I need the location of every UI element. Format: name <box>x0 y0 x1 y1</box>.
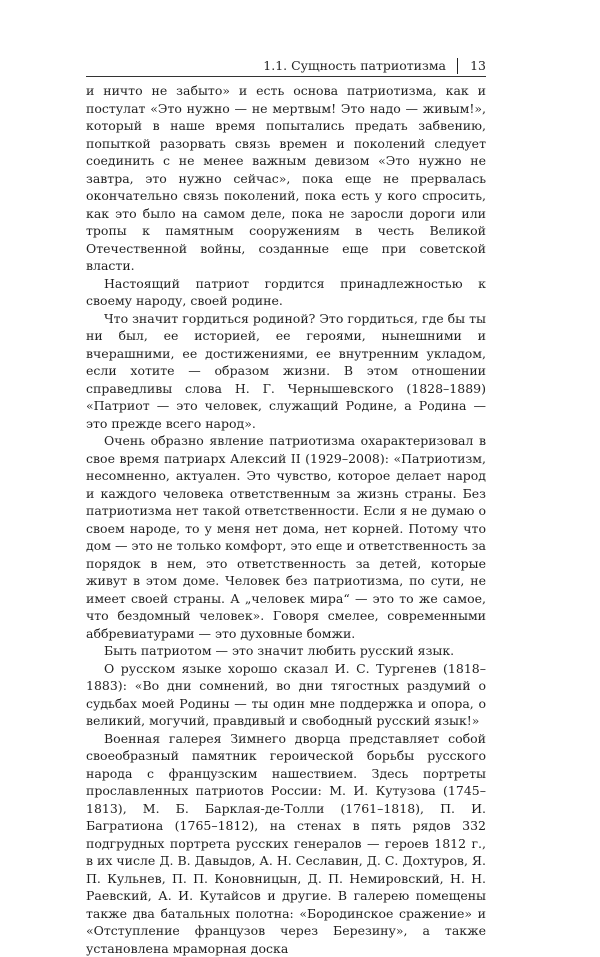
paragraph: О русском языке хорошо сказал И. С. Тургенев (1818–1883): «Во дни сомнений, во дни тягостных раздумий о судьбах моей Родины — ты один мне поддержка и опора, о великий, могучий, правдивый и свободный русский язык!» <box>86 660 486 730</box>
running-header <box>86 57 486 75</box>
paragraph: Что значит гордиться родиной? Это гордиться, где бы ты ни был, ее историей, ее героями, нынешними и вчерашними, ее достижениями, ее внутренним укладом, если хотите — образом жизни. В этом отношении справедливы слова Н. Г. Чернышевского (1828–1889) «Патриот — это человек, служащий Родине, а Родина — это прежде всего народ». <box>86 310 486 433</box>
header-separator <box>457 58 458 74</box>
paragraph: Очень образно явление патриотизма охарактеризовал в свое время патриарх Алексий II (1929–2008): «Патриотизм, несомненно, актуален. Это чувство, которое делает народ и каждого человека ответственным за жизнь страны. Без патриотизма нет такой ответственности. Если я не думаю о своем народе, то у меня нет дома, нет корней. Потому что дом — это не только комфорт, это еще и ответственность за порядок в нем, это ответственность за детей, которые живут в этом доме. Человек без патриотизма, по сути, не имеет своей страны. А „человек мира“ — это то же самое, что бездомный человек». Говоря смелее, современными аббревиатурами — это духовные бомжи. <box>86 432 486 642</box>
paragraph: Военная галерея Зимнего дворца представляет собой своеобразный памятник героической борьбы русского народа с французским нашествием. Здесь портреты прославленных патриотов России: М. И. Кутузова (1745–1813), М. Б. Барклая-де-Толли (1761–1818), П. И. Багратиона (1765–1812), на стенах в пять рядов 332 подгрудных портрета русских генералов — героев 1812 г., в их числе Д. В. Давыдов, А. Н. Сеславин, Д. С. Дохтуров, Я. П. Кульнев, П. П. Коновницын, Д. П. Немировский, Н. Н. Раевский, А. И. Кутайсов и другие. В галерею помещены также два батальных полотна: «Бородинское сражение» и «Отступление французов через Березину», а также установлена мраморная доска <box>86 730 486 957</box>
body-text <box>86 82 486 957</box>
paragraph: и ничто не забыто» и есть основа патриотизма, как и постулат «Это нужно — не мертвым! Это надо — живым!», который в наше время попытались предать забвению, попыткой разорвать связь времен и поколений следует соединить с не менее важным девизом «Это нужно не завтра, это нужно сейчас», пока еще не прервалась окончательно связь поколений, пока есть у кого спросить, как это было на самом деле, пока не заросли дороги или тропы к памятным сооружениям в честь Великой Отечественной войны, созданные еще при советской власти. <box>86 82 486 275</box>
paragraph: Настоящий патриот гордится принадлежностью к своему народу, своей родине. <box>86 275 486 310</box>
section-title: 1.1. Сущность патриотизма <box>263 57 446 75</box>
page-number: 13 <box>470 57 486 75</box>
header-rule <box>86 76 486 77</box>
paragraph: Быть патриотом — это значит любить русский язык. <box>86 642 486 660</box>
